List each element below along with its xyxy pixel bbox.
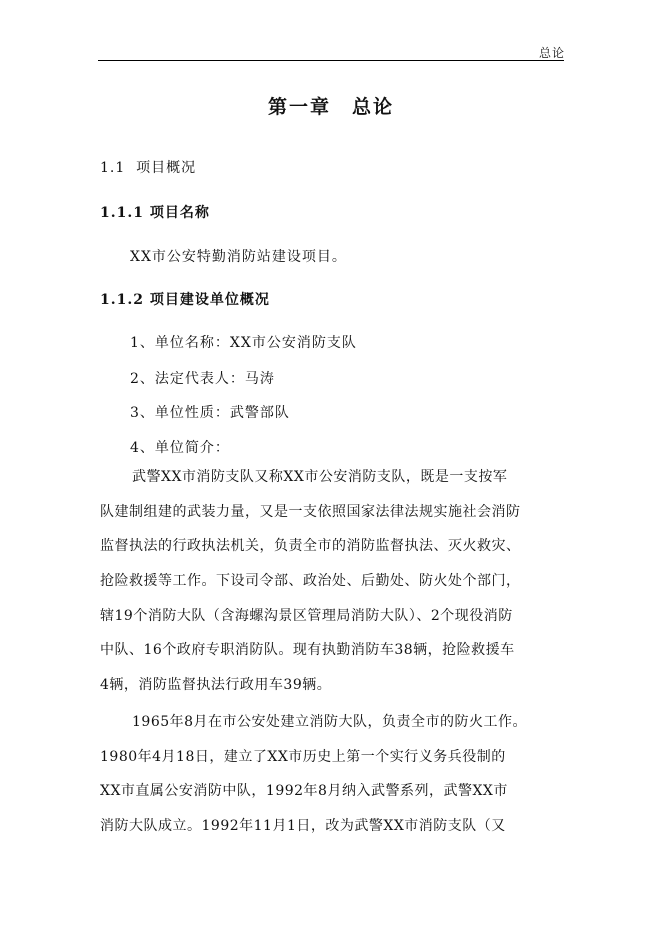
history-paragraph	[100, 705, 560, 844]
subsection-number: 1.1.2	[100, 292, 144, 308]
paragraph-line: 抢险救援等工作。下设司令部、政治处、后勤处、防火处个部门，	[100, 573, 521, 590]
paragraph-line: 队建制组建的武装力量，又是一支依照国家法律法规实施社会消防	[100, 503, 521, 520]
subsection-number: 1.1.1	[100, 205, 144, 221]
paragraph-line: 武警XX市消防支队又称XX市公安消防支队，既是一支按军	[132, 469, 508, 485]
unit-item: 2、法定代表人：马涛	[130, 371, 275, 387]
section-1-1-1-heading	[100, 202, 210, 222]
unit-item: 1、单位名称：XX市公安消防支队	[130, 335, 357, 351]
paragraph-line: 4辆，消防监督执法行政用车39辆。	[100, 677, 332, 694]
section-title: 项目概况	[136, 160, 197, 176]
page-header-text: 总论	[538, 46, 565, 60]
paragraph-line: 1965年8月在市公安处建立消防大队，负责全市的防火工作。	[132, 714, 528, 730]
chapter-title: 第一章 总论	[267, 96, 394, 118]
paragraph-line: 辖19个消防大队（含海螺沟景区管理局消防大队）、2个现役消防	[100, 607, 513, 624]
subsection-title: 项目名称	[149, 205, 210, 221]
paragraph-line: 中队、16个政府专职消防队。现有执勤消防车38辆，抢险救援车	[100, 642, 515, 659]
section-number: 1.1	[100, 160, 126, 176]
paragraph-line: XX市直属公安消防中队，1992年8月纳入武警系列，武警XX市	[100, 783, 508, 800]
paragraph-line: 消防大队成立。1992年11月1日，改为武警XX市消防支队（又	[100, 818, 506, 835]
section-1-1-2-heading	[100, 289, 270, 309]
unit-item: 4、单位简介：	[130, 440, 230, 456]
paragraph-line: 监督执法的行政执法机关，负责全市的消防监督执法、灭火救灾、	[100, 538, 521, 555]
section-1-1-heading	[100, 157, 196, 177]
paragraph-line: 1980年4月18日，建立了XX市历史上第一个实行义务兵役制的	[100, 748, 506, 765]
subsection-title: 项目建设单位概况	[149, 292, 270, 308]
header-rule	[98, 60, 564, 61]
unit-intro-paragraph	[100, 460, 560, 703]
project-name-text: XX市公安特勤消防站建设项目。	[130, 249, 347, 265]
unit-item: 3、单位性质：武警部队	[130, 405, 290, 421]
